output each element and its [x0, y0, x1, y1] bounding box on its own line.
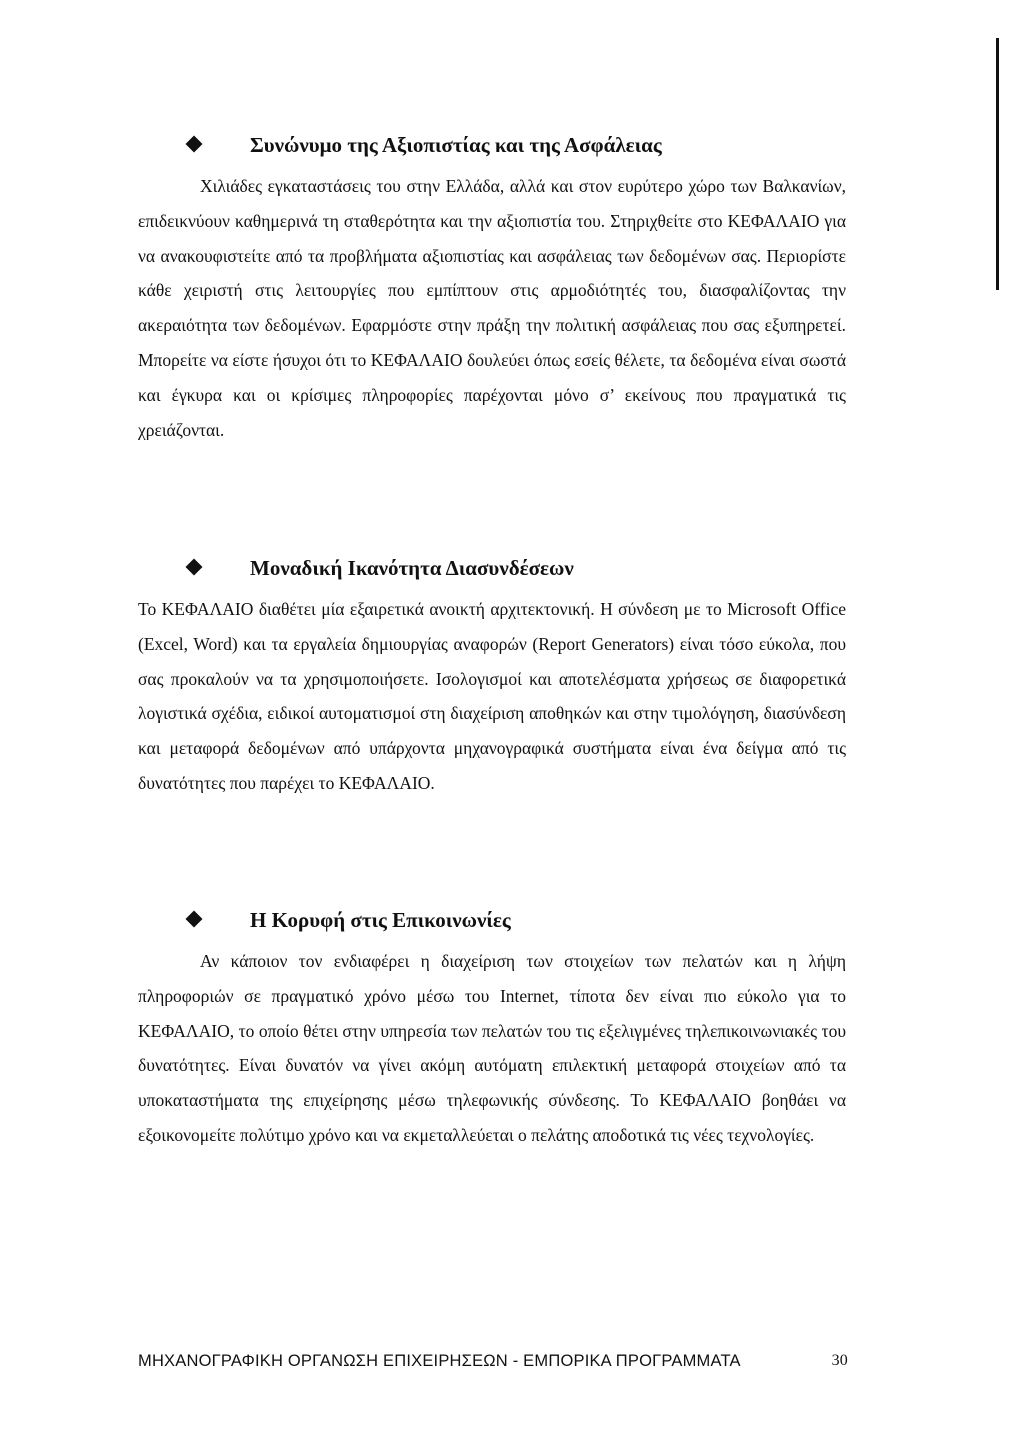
diamond-bullet-icon — [186, 136, 203, 153]
paragraph: Χιλιάδες εγκαταστάσεις του στην Ελλάδα, αλλά και στον ευρύτερο χώρο των Βαλκανίων, επιδεικνύουν καθημερινά τη σταθερότητα και την αξιοπιστία του. Στηριχθείτε στο ΚΕΦΑΛΑΙΟ για να ανακουφιστείτε από τα προβλήματα αξιοπιστίας και ασφάλειας των δεδομένων σας. Περιορίστε κάθε χειριστή στις λειτουργίες που εμπίπτουν στις αρμοδιότητές του, διασφαλίζοντας την ακεραιότητα των δεδομένων. Εφαρμόστε στην πράξη την πολιτική ασφάλειας που σας εξυπηρετεί. Μπορείτε να είστε ήσυχοι ότι το ΚΕΦΑΛΑΙΟ δουλεύει όπως εσείς θέλετε, τα δεδομένα είναι σωστά και έγκυρα και οι κρίσιμες πληροφορίες παρέχονται μόνο σ’ εκείνους που πραγματικά τις χρειάζονται. — [138, 176, 846, 440]
diamond-bullet-icon — [186, 911, 203, 928]
paragraph: Αν κάποιον τον ενδιαφέρει η διαχείριση των στοιχείων των πελατών και η λήψη πληροφοριών σε πραγματικό χρόνο μέσω του Internet, τίποτα δεν είναι πιο εύκολο για το ΚΕΦΑΛΑΙΟ, το οποίο θέτει στην υπηρεσία των πελατών του τις εξελιγμένες τηλεπικοινωνιακές του δυνατότητες. Είναι δυνατόν να γίνει ακόμη αυτόματη επιλεκτική μεταφορά στοιχείων από τα υποκαταστήματα της επιχείρησης μέσω τηλεφωνικής σύνδεσης. Το ΚΕΦΑΛΑΙΟ βοηθάει να εξοικονομείτε πολύτιμο χρόνο και να εκμεταλλεύεται ο πελάτης αποδοτικά τις νέες τεχνολογίες. — [138, 951, 846, 1145]
paragraph: Το ΚΕΦΑΛΑΙΟ διαθέτει μία εξαιρετικά ανοικτή αρχιτεκτονική. Η σύνδεση με το Microsoft Office (Excel, Word) και τα εργαλεία δημιουργίας αναφορών (Report Generators) είναι τόσο εύκολα, που σας προκαλούν να τα χρησιμοποιήσετε. Ισολογισμοί και αποτελέσματα χρήσεως σε διαφορετικά λογιστικά σχέδια, ειδικοί αυτοματισμοί στη διαχείριση αποθηκών και στην τιμολόγηση, διασύνδεση και μεταφορά δεδομένων από υπάρχοντα μηχανογραφικά συστήματα είναι ένα δείγμα από τις δυνατότητες που παρέχει το ΚΕΦΑΛΑΙΟ. — [138, 599, 846, 793]
page-number: 30 — [831, 1352, 848, 1369]
footer-title: ΜΗΧΑΝΟΓΡΑΦΙΚΗ ΟΡΓΑΝΩΣΗ ΕΠΙΧΕΙΡΗΣΕΩΝ - ΕΜΠΟΡΙΚΑ ΠΡΟΓΡΑΜΜΑΤΑ — [138, 1352, 741, 1370]
section-heading — [128, 900, 846, 940]
section-communications — [138, 900, 846, 1153]
heading-text: Η Κορυφή στις Επικοινωνίες — [250, 908, 511, 932]
section-heading — [128, 125, 846, 165]
section-reliability — [138, 125, 846, 447]
scan-edge-line — [996, 38, 999, 290]
section-connectivity — [138, 548, 846, 801]
heading-text: Μοναδική Ικανότητα Διασυνδέσεων — [250, 556, 574, 580]
diamond-bullet-icon — [186, 559, 203, 576]
heading-text: Συνώνυμο της Αξιοπιστίας και της Ασφάλειας — [250, 133, 662, 157]
section-heading — [128, 548, 846, 588]
